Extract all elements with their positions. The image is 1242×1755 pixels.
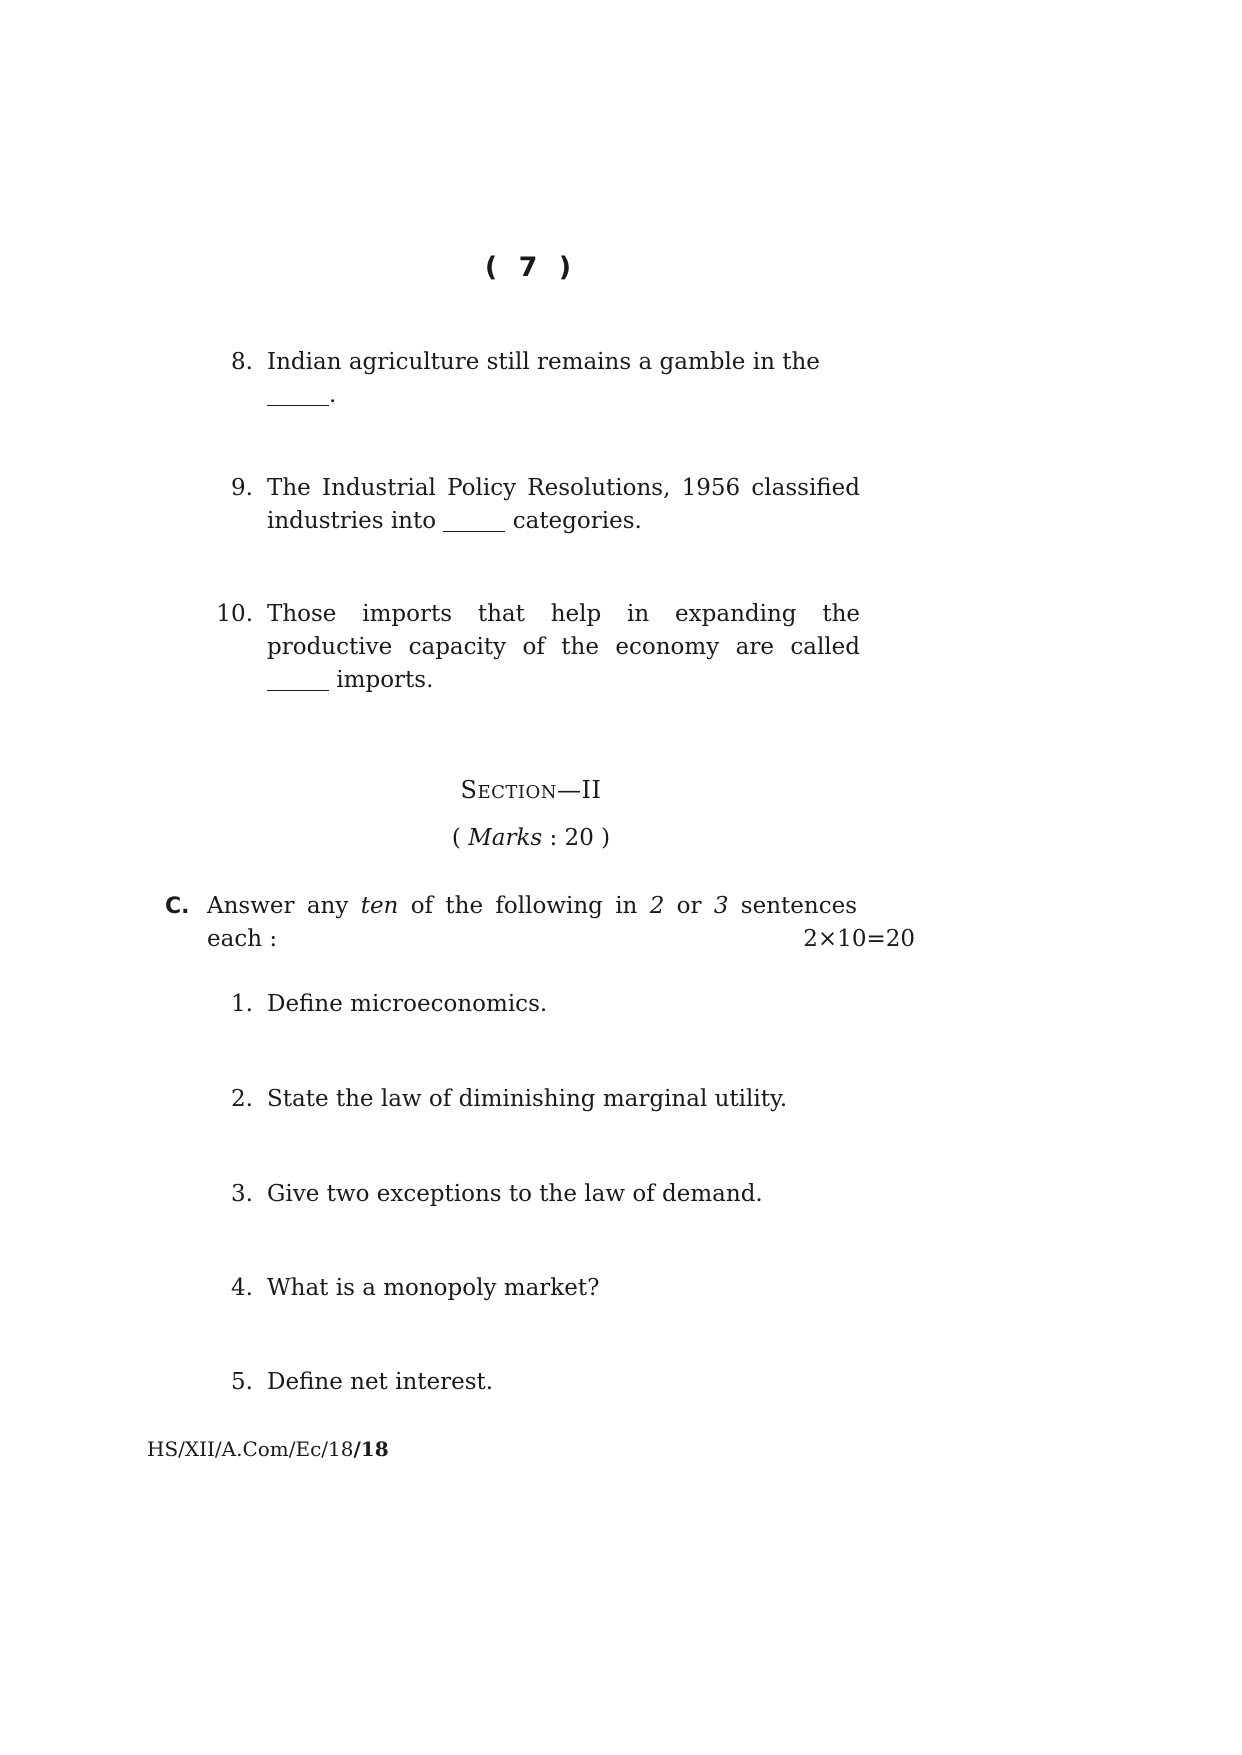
answer-blank: [443, 508, 505, 532]
question-c2: [205, 1083, 860, 1116]
question-text: Indian agriculture still remains a gamble in the .: [267, 349, 820, 408]
question-c1: [205, 988, 860, 1021]
question-c4: [205, 1272, 860, 1305]
page-number: ( 7 ): [484, 252, 578, 283]
question-number: 3.: [231, 1181, 253, 1207]
question-number: 8.: [231, 349, 253, 375]
instruction-text: Answer any ten of the following in 2 or 3 sentences: [207, 893, 857, 919]
answer-blank: [267, 382, 329, 406]
section-marks: ( Marks : 20 ): [451, 825, 611, 851]
question-text: Give two exceptions to the law of demand.: [267, 1181, 763, 1207]
question-c3: [205, 1178, 860, 1211]
paper-code: HS/XII/A.Com/Ec/18/18: [147, 1437, 389, 1461]
question-number: 1.: [231, 991, 253, 1017]
question-text: Define microeconomics.: [267, 991, 548, 1017]
marks-allocation: 2×10=20: [803, 926, 915, 952]
question-8: [205, 346, 860, 412]
section-title: SECTION—II: [460, 776, 602, 804]
part-label: C.: [165, 894, 190, 919]
question-9: [205, 472, 860, 538]
question-10: [205, 598, 860, 697]
section-instruction: [165, 890, 915, 956]
question-number: 9.: [231, 475, 253, 501]
question-number: 2.: [231, 1086, 253, 1112]
question-text: The Industrial Policy Resolutions, 1956 classified industries into categories.: [267, 475, 860, 534]
question-text: Those imports that help in expanding the productive capacity of the economy are called imports.: [267, 601, 860, 693]
question-text: Define net interest.: [267, 1369, 494, 1395]
question-number: 10.: [216, 601, 253, 627]
instruction-text-cont: each : 2×10=20: [207, 923, 915, 956]
question-number: 4.: [231, 1275, 253, 1301]
question-text: State the law of diminishing marginal utility.: [267, 1086, 788, 1112]
question-text: What is a monopoly market?: [267, 1275, 600, 1301]
question-c5: [205, 1366, 860, 1399]
answer-blank: [267, 667, 329, 691]
question-number: 5.: [231, 1369, 253, 1395]
